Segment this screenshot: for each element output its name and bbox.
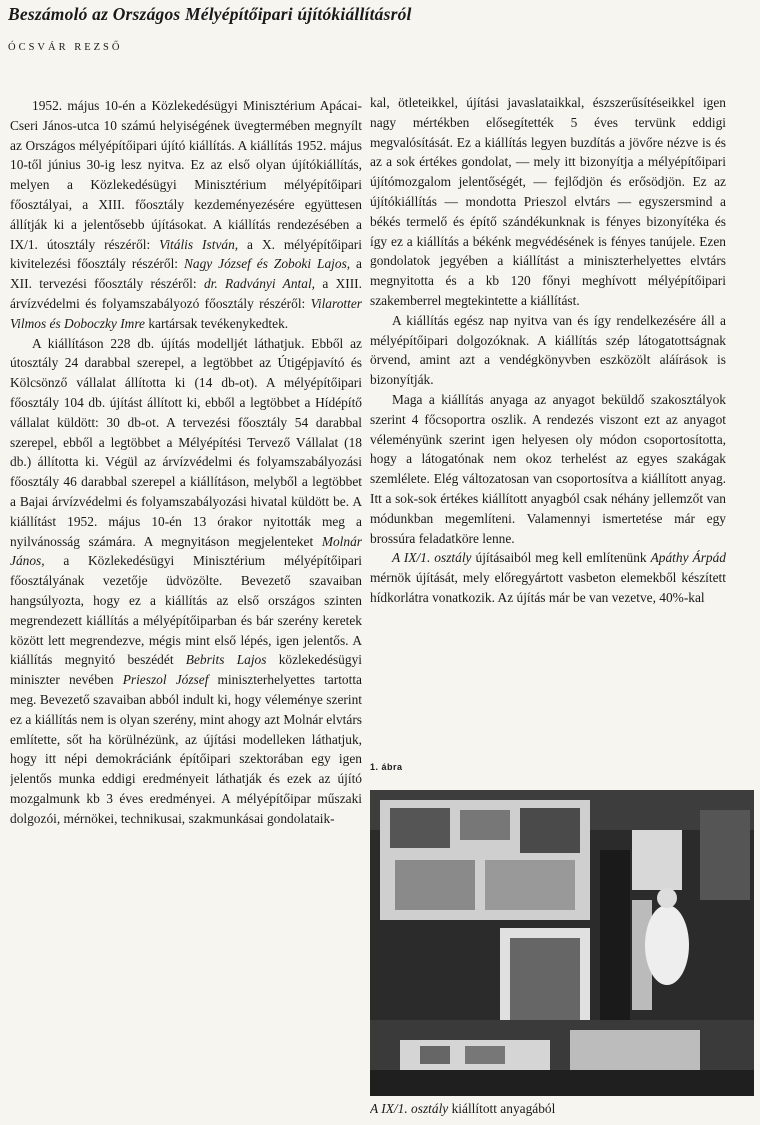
paragraph: A kiállítás egész nap nyitva van és így rendelkezésére áll a mélyépítőipari dolgozóknak. A kiállítás szép látogatottságnak örvend, amint azt a vendégkönyvben eszközölt aláírások is bizonyítják. (370, 312, 726, 388)
article-title: Beszámoló az Országos Mélyépítőipari újítókiállításról (8, 4, 412, 24)
right-column (370, 93, 726, 773)
paragraph: Maga a kiállítás anyaga az anyagot beküldő szakosztályok szerint 4 főcsoportra oszlik. A rendezés viszont ezt az anyagot véleményünk szerint igen helyesen oly módon csoportosította, hogy a látogatónak nem okoz terhelést az egyes szakágak szemlélete. Elég változatosan van csoportosítva a kiállított anyag. Itt a sok-sok értékes kiállított anyagból csak néhány jellemzőt van módunkban megemlíteni. Valamennyi ismertetése már egy brossúra feladatköre lenne. (370, 391, 726, 546)
figure-label: 1. ábra (370, 762, 403, 772)
paragraph: A IX/1. osztály újításaiból meg kell említenünk Apáthy Árpád mérnök újítását, mely előregyártott vasbeton elemekből készített hídkorlátra vonatkozik. Az újítás már be van vezetve, 40%-kal (370, 550, 726, 605)
paragraph: kal, ötleteikkel, újítási javaslataikkal, észszerűsítéseikkel igen nagy mértékben elősegítették 5 éves tervünk eddigi megvalósítását. Ez a kiállítás legyen buzdítás a jövőre nézve is és az a sok értékes gondolat, — mely itt bizonyítja a mélyépítőipari újítómozgalom jelentőségét, — fejlődjön és erősödjön. Ez az újítókiállítás — mondotta Prieszol elvtárs — egyszersmind a békés termelő és építő szándékunknak is fényes bizonyítéka és így ez a kiállítás a békénk megvédésének is fényes tanújele. Ezen gondolatok jegyében a kiállítást a miniszterhelyettes elvtárs megnyitotta és a kb 120 főnyi meghívott mélyépítőipari szakemberrel megtekintette a kiállítást. (370, 95, 726, 308)
paragraph: A kiállításon 228 db. újítás modelljét láthatjuk. Ebből az útosztály 24 darabbal szerepel, a legtöbbet az Útigépjavító és Kölcsönző vállalat állította ki (14 db-ot). A mélyépítőipari főosztály 104 db. újítást állított ki, ebből a legtöbbet a Hídépítő vállalat küldött: 30 db-ot. A tervezési főosztály 54 darabbal szerepel, ebből a legtöbbet a Mélyépítési Tervező Vállalat (18 db.) állította ki. Végül az árvízvédelmi és folyamszabályozási főosztály 46 darabbal szerepel a kiállításon, melyből a legtöbbet a Bajai árvízvédelmi és folyamszabályozási hivatal küldött be. A kiállítást 1952. május 10-én 13 órakor nyitották meg a nyilvánosság számára. A megnyitáson megjelenteket Molnár János, a Közlekedésügyi Minisztérium mélyépítőipari főosztályának vezetője üdvözölte. Bevezető szavaiban hangsúlyozta, hogy ez a kiállítás az első országos szinten megrendezett kiállítás a mélyépítőiparban és bár szerény keretek között lett megrendezve, mégis mint első lépés, igen jelentős. A kiállítás megnyitó beszédét Bebrits Lajos közlekedésügyi miniszter nevében Prieszol József miniszterhelyettes tartotta meg. Bevezető szavaiban abból indult ki, hogy véleménye szerint ez a kiállítás nem is olyan szerény, mint ahogy azt Molnár elvtárs említette, sőt ha körülnézünk, az újítási modelleken láthatjuk, hogy itt népi demokráciánk építőipari szektorában egy igen jelentős munka eddigi eredményeit láthatják és ezek az újító mozgalmunk kb 3 éves eredményei. A mélyépítőipar műszaki dolgozói, mérnökei, technikusai, szakmunkásai gondolataik- (10, 335, 362, 826)
left-column (10, 96, 362, 1116)
article-author: ÓCSVÁR REZSŐ (8, 42, 123, 53)
paragraph: 1952. május 10-én a Közlekedésügyi Minisztérium Apácai-Cseri János-utca 10 számú helyiségének üvegtermében megnyílt az Országos mélyépítőipari újító kiállítás. A kiállítás 1952. május 10-től június 30-ig lesz nyitva. Ez az első olyan újítókiállítás, melyen a Közlekedésügyi Minisztérium mélyépítőipari főosztályai, a XIII. főosztály kezdeményezésére együttesen állítják ki a jelentősebb újításokat. A kiállítás rendezésében a IX/1. útosztály részéről: Vitális István, a X. mélyépítőipari kivitelezési főosztály részéről: Nagy József és Zoboki Lajos, a XII. tervezési főosztály részéről: dr. Radványi Antal, a XIII. árvízvédelmi és folyamszabályozó főosztály részéről: Vilarotter Vilmos és Doboczky Imre kartársak tevékenykedtek. (10, 98, 362, 331)
exhibition-photo (370, 790, 754, 1096)
photo-caption: A IX/1. osztály kiállított anyagából (370, 1101, 556, 1116)
